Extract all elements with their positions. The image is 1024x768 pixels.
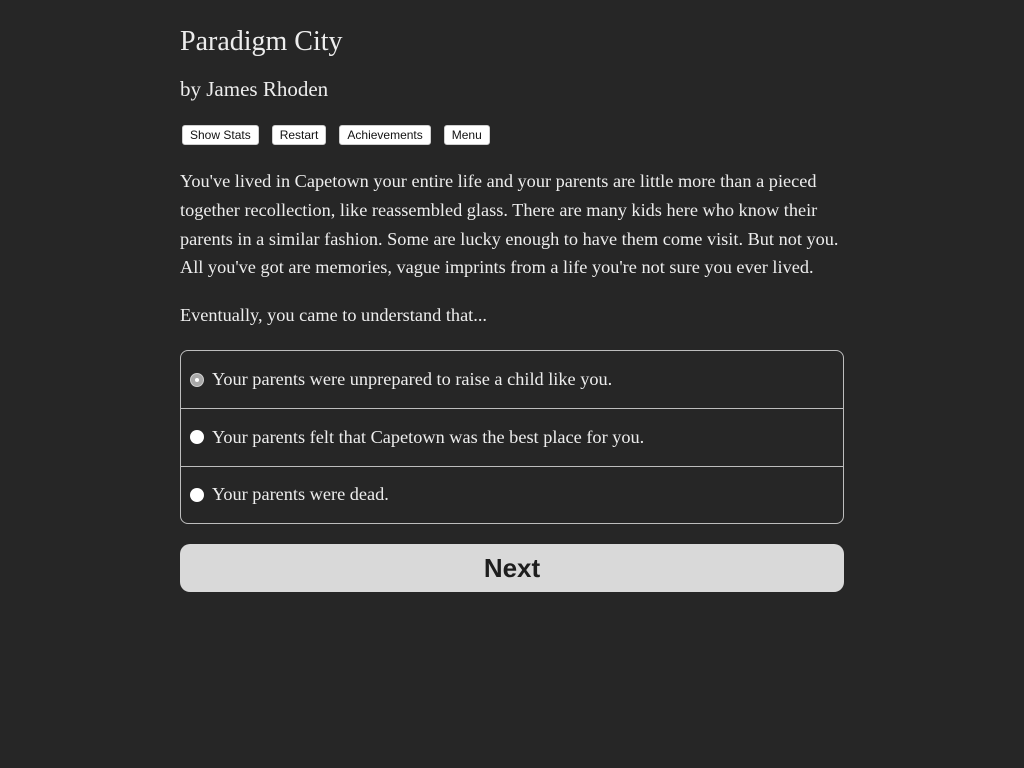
game-author: by James Rhoden (180, 77, 329, 101)
choice-list (180, 350, 844, 524)
choice-option-3[interactable] (181, 466, 843, 523)
choice-label: Your parents were unprepared to raise a child like you. (212, 369, 613, 390)
radio-icon[interactable] (190, 430, 204, 444)
achievements-button[interactable]: Achievements (339, 125, 430, 145)
menu-button[interactable]: Menu (444, 125, 490, 145)
next-button[interactable]: Next (180, 544, 844, 592)
choice-label: Your parents were dead. (212, 484, 389, 505)
game-title: Paradigm City (180, 26, 343, 57)
radio-icon[interactable] (190, 488, 204, 502)
show-stats-button[interactable]: Show Stats (182, 125, 259, 145)
choice-option-1[interactable] (181, 351, 843, 408)
choice-label: Your parents felt that Capetown was the best place for you. (212, 426, 645, 447)
story-prompt: Eventually, you came to understand that... (180, 305, 487, 325)
choice-option-2[interactable] (181, 408, 843, 465)
story-paragraph: You've lived in Capetown your entire life and your parents are little more than a pieced together recollection, like reassembled glass. There are many kids here who know their parents in a similar fashion. Some are lucky enough to have them come visit. But not you. All you've got are memories, vague imprints from a life you're not sure you ever lived. (180, 171, 839, 278)
radio-selected-icon[interactable] (190, 373, 204, 387)
toolbar (182, 125, 490, 145)
restart-button[interactable]: Restart (272, 125, 327, 145)
